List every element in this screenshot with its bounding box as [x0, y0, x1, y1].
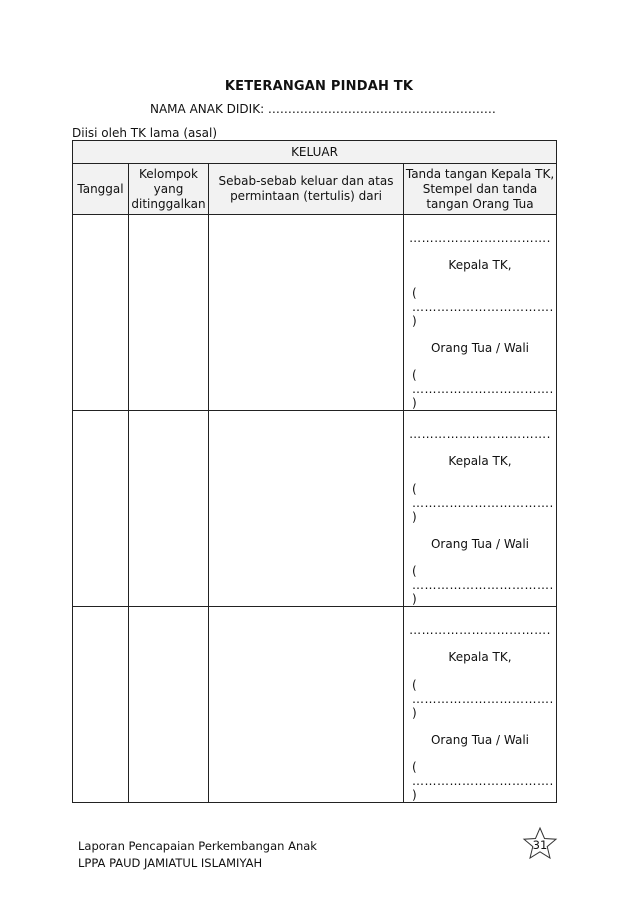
signature-dots: …………………………….	[409, 231, 551, 245]
group-cell[interactable]	[129, 607, 209, 803]
page-number: 31	[532, 838, 548, 852]
headmaster-name-bracket: ( ……………………………. )	[412, 677, 554, 720]
signature-cell	[404, 215, 557, 411]
filled-by-note: Diisi oleh TK lama (asal)	[72, 126, 218, 140]
col-group-header: Kelompok yang ditinggalkan	[129, 164, 209, 215]
child-name-field: NAMA ANAK DIDIK: …………………………………………………	[150, 102, 496, 116]
column-header-row	[73, 164, 557, 215]
headmaster-label: Kepala TK,	[448, 454, 512, 469]
headmaster-name-bracket: ( ……………………………. )	[412, 285, 554, 328]
date-cell[interactable]	[73, 607, 129, 803]
parent-name-bracket: ( ……………………………. )	[412, 564, 554, 606]
col-date-header: Tanggal	[73, 164, 129, 215]
keluar-header: KELUAR	[73, 141, 557, 164]
parent-name-bracket: ( ……………………………. )	[412, 760, 554, 802]
document-title: KETERANGAN PINDAH TK	[224, 79, 414, 94]
parent-label: Orang Tua / Wali	[430, 340, 530, 355]
transfer-form-table	[72, 140, 557, 803]
signature-dots: …………………………….	[409, 427, 551, 441]
footer	[78, 838, 317, 872]
group-cell[interactable]	[129, 411, 209, 607]
col-signature-header: Tanda tangan Kepala TK, Stempel dan tanda tangan Orang Tua	[404, 164, 557, 215]
group-header-row	[73, 141, 557, 164]
signature-cell	[404, 607, 557, 803]
headmaster-label: Kepala TK,	[448, 258, 512, 273]
date-cell[interactable]	[73, 411, 129, 607]
table-row	[73, 607, 557, 803]
footer-institution: LPPA PAUD JAMIATUL ISLAMIYAH	[78, 856, 263, 870]
date-cell[interactable]	[73, 215, 129, 411]
col-reason-header: Sebab-sebab keluar dan atas permintaan (tertulis) dari	[209, 164, 404, 215]
headmaster-name-bracket: ( ……………………………. )	[412, 481, 554, 524]
table-row	[73, 215, 557, 411]
parent-name-bracket: ( ……………………………. )	[412, 368, 554, 410]
reason-cell[interactable]	[209, 607, 404, 803]
headmaster-label: Kepala TK,	[448, 650, 512, 665]
parent-label: Orang Tua / Wali	[430, 732, 530, 747]
reason-cell[interactable]	[209, 215, 404, 411]
signature-cell	[404, 411, 557, 607]
reason-cell[interactable]	[209, 411, 404, 607]
group-cell[interactable]	[129, 215, 209, 411]
table-row	[73, 411, 557, 607]
footer-report-title: Laporan Pencapaian Perkembangan Anak	[78, 839, 317, 853]
signature-dots: …………………………….	[409, 623, 551, 637]
parent-label: Orang Tua / Wali	[430, 536, 530, 551]
